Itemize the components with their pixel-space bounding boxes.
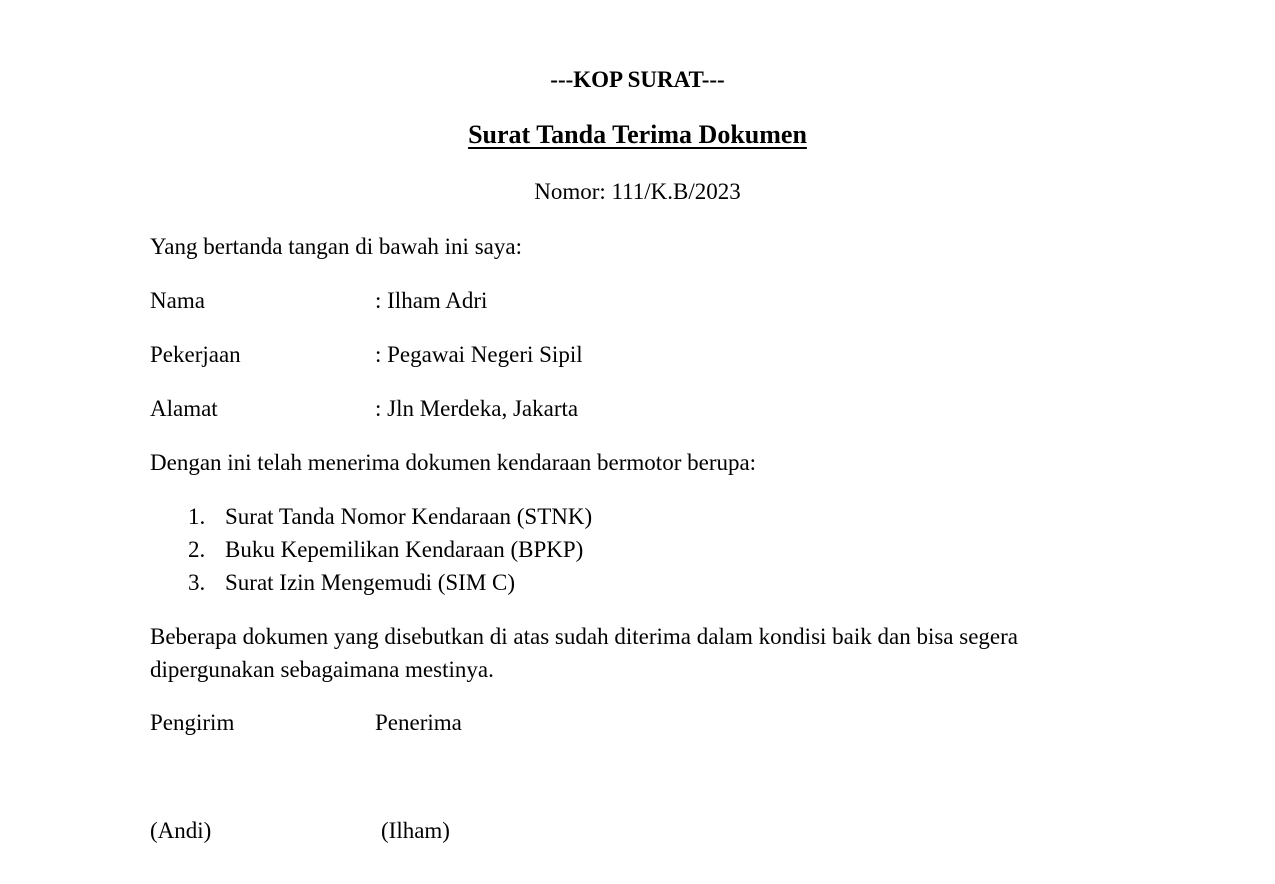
closing-text-line-2: dipergunakan sebagaimana mestinya. <box>150 657 494 682</box>
receiver-label: Penerima <box>375 710 462 735</box>
receiver-name: (Ilham) <box>381 818 450 843</box>
intro-text: Yang bertanda tangan di bawah ini saya: <box>150 234 522 259</box>
list-item-number: 3. <box>188 570 206 595</box>
sender-name: (Andi) <box>150 818 212 843</box>
field-label-nama: Nama <box>150 288 205 313</box>
list-item: Buku Kepemilikan Kendaraan (BPKP) <box>225 537 584 562</box>
document-number: Nomor: 111/K.B/2023 <box>534 179 741 204</box>
document-title: Surat Tanda Terima Dokumen <box>468 120 807 149</box>
field-label-pekerjaan: Pekerjaan <box>150 342 241 367</box>
field-value-pekerjaan: : Pegawai Negeri Sipil <box>375 342 583 367</box>
list-item-number: 1. <box>188 504 206 529</box>
field-value-alamat: : Jln Merdeka, Jakarta <box>375 396 579 421</box>
field-value-nama: : Ilham Adri <box>375 288 488 313</box>
letterhead-placeholder: ---KOP SURAT--- <box>550 67 725 92</box>
field-label-alamat: Alamat <box>150 396 218 421</box>
list-item: Surat Izin Mengemudi (SIM C) <box>225 570 516 595</box>
list-item: Surat Tanda Nomor Kendaraan (STNK) <box>225 504 593 529</box>
statement-text: Dengan ini telah menerima dokumen kendaraan bermotor berupa: <box>150 450 757 475</box>
closing-text-line-1: Beberapa dokumen yang disebutkan di atas sudah diterima dalam kondisi baik dan bisa segera <box>150 624 1019 649</box>
list-item-number: 2. <box>188 537 206 562</box>
sender-label: Pengirim <box>150 710 235 735</box>
